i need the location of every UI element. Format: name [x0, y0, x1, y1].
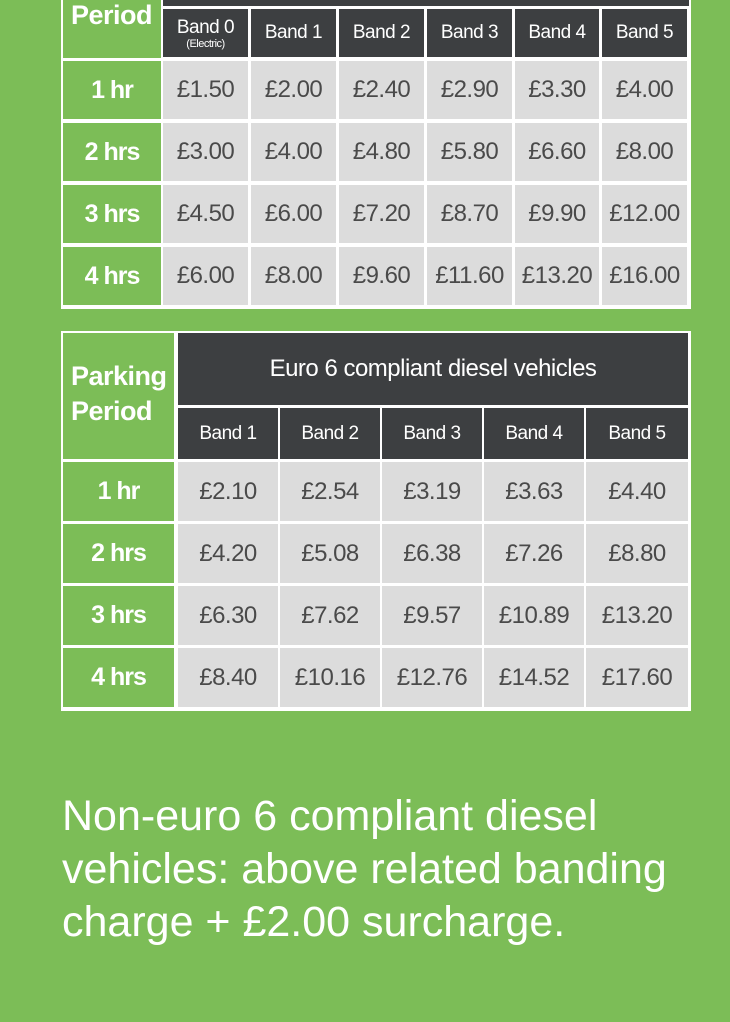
price-cell [163, 185, 248, 243]
price-cell [586, 524, 688, 583]
price-cell-text: £3.63 [505, 477, 563, 505]
row-label-text: 1 hr [91, 75, 133, 104]
price-cell [382, 524, 482, 583]
band-header-4 [515, 9, 599, 57]
price-cell [339, 123, 424, 181]
band-header-4-text: Band 4 [505, 422, 563, 444]
surcharge-note: Non-euro 6 compliant diesel vehicles: above related banding charge + £2.00 surcharge. [62, 792, 667, 946]
euro6-group-title: Euro 6 compliant diesel vehicles [269, 355, 597, 382]
price-cell [178, 586, 278, 645]
price-cell [515, 123, 599, 181]
parking-period-line1: Parking [71, 361, 167, 391]
price-cell [427, 185, 512, 243]
band-header-4 [484, 408, 584, 459]
price-cell [280, 586, 380, 645]
price-cell-text: £8.00 [264, 262, 323, 289]
price-cell-text: £9.60 [352, 262, 411, 289]
price-cell [586, 462, 688, 521]
price-cell-text: £6.00 [176, 262, 235, 289]
row-label-text: 2 hrs [91, 539, 146, 567]
price-cell-text: £3.30 [528, 76, 586, 103]
price-cell-text: £8.80 [608, 539, 666, 567]
price-cell [339, 185, 424, 243]
band-header-5-text: Band 5 [608, 422, 666, 444]
price-cell [178, 524, 278, 583]
band-header-2 [339, 9, 424, 57]
price-cell [178, 648, 278, 707]
price-cell-text: £4.00 [615, 76, 674, 103]
row-label-text: 2 hrs [84, 137, 140, 166]
price-cell-text: £9.57 [403, 601, 461, 629]
row-label-text: 4 hrs [91, 663, 146, 691]
price-cell-text: £8.00 [615, 138, 674, 165]
price-cell-text: £12.00 [609, 200, 680, 227]
row-label [63, 61, 161, 119]
price-cell-text: £6.38 [403, 539, 461, 567]
price-cell-text: £10.89 [498, 601, 570, 629]
period-header [63, 0, 161, 58]
row-label [63, 586, 174, 645]
price-cell-text: £11.60 [435, 262, 504, 289]
price-cell-text: £2.00 [264, 76, 323, 103]
price-cell [163, 247, 248, 305]
price-cell-text: £1.50 [176, 76, 235, 103]
period-header-label: Period [71, 0, 153, 30]
row-label [63, 524, 174, 583]
price-cell [586, 648, 688, 707]
band-header-3 [427, 9, 512, 57]
parking-period-header [63, 333, 174, 459]
price-cell [602, 247, 687, 305]
price-cell-text: £5.08 [301, 539, 359, 567]
price-cell-text: £7.62 [301, 601, 359, 629]
euro6-group-header [178, 333, 688, 405]
price-cell [602, 185, 687, 243]
table1-top-bar [163, 0, 689, 6]
price-cell-text: £10.16 [294, 663, 366, 691]
price-cell [515, 247, 599, 305]
price-cell [163, 123, 248, 181]
row-label-text: 4 hrs [84, 261, 140, 290]
price-cell [515, 185, 599, 243]
price-cell [484, 524, 584, 583]
price-cell-text: £6.30 [199, 601, 257, 629]
band-header-2 [280, 408, 380, 459]
band-header-1 [178, 408, 278, 459]
price-cell-text: £6.00 [264, 200, 323, 227]
price-cell-text: £16.00 [609, 262, 680, 289]
band-header-label: Band 5 [615, 22, 674, 43]
row-label [63, 185, 161, 243]
price-cell [484, 586, 584, 645]
price-cell-text: £4.00 [264, 138, 323, 165]
price-cell [427, 123, 512, 181]
price-cell-text: £3.00 [176, 138, 235, 165]
band-header-5 [602, 9, 687, 57]
price-cell-text: £7.26 [505, 539, 563, 567]
price-cell [339, 61, 424, 119]
price-cell-text: £5.80 [440, 138, 499, 165]
price-cell-text: £7.20 [352, 200, 411, 227]
band-header-label: Band 1 [264, 22, 323, 43]
band-header-label: Band 2 [352, 22, 411, 43]
band-header-label: Band 0 [176, 16, 235, 38]
price-cell-text: £9.90 [528, 200, 586, 227]
price-cell [382, 462, 482, 521]
price-cell [163, 61, 248, 119]
price-cell-text: £2.90 [440, 76, 499, 103]
band-header-1-text: Band 1 [199, 422, 257, 444]
price-cell [484, 462, 584, 521]
price-cell-text: £4.40 [608, 477, 666, 505]
price-cell [178, 462, 278, 521]
price-cell [602, 61, 687, 119]
row-label [63, 247, 161, 305]
price-cell [382, 586, 482, 645]
tariff-table-euro6-diesel [61, 331, 691, 711]
price-cell-text: £2.54 [301, 477, 359, 505]
price-cell-text: £6.60 [528, 138, 586, 165]
price-cell-text: £14.52 [498, 663, 570, 691]
price-cell [515, 61, 599, 119]
price-cell [251, 123, 336, 181]
band-header-label: Band 4 [528, 22, 586, 43]
price-cell [586, 586, 688, 645]
price-cell-text: £3.19 [403, 477, 461, 505]
price-cell [280, 462, 380, 521]
row-label-text: 3 hrs [84, 199, 140, 228]
price-cell [251, 185, 336, 243]
price-cell-text: £4.80 [352, 138, 411, 165]
row-label [63, 462, 174, 521]
price-cell [251, 61, 336, 119]
band-header-sublabel: (Electric) [186, 37, 225, 50]
band-header-2-text: Band 2 [301, 422, 359, 444]
price-cell [427, 247, 512, 305]
row-label [63, 123, 161, 181]
band-header-3 [382, 408, 482, 459]
band-header-3-text: Band 3 [403, 422, 461, 444]
price-cell-text: £13.20 [601, 601, 673, 629]
price-cell-text: £12.76 [396, 663, 468, 691]
price-cell [484, 648, 584, 707]
price-cell [280, 524, 380, 583]
band-header-1 [251, 9, 336, 57]
price-cell-text: £17.60 [601, 663, 673, 691]
row-label-text: 1 hr [97, 477, 140, 505]
band-header-0 [163, 9, 248, 57]
band-header-label: Band 3 [440, 22, 499, 43]
parking-period-line2: Period [71, 396, 153, 426]
price-cell-text: £2.40 [352, 76, 411, 103]
price-cell [382, 648, 482, 707]
band-header-5 [586, 408, 688, 459]
price-cell-text: £4.50 [176, 200, 235, 227]
row-label-text: 3 hrs [91, 601, 146, 629]
tariff-table-petrol [61, 0, 691, 309]
price-cell-text: £8.70 [440, 200, 499, 227]
price-cell [427, 61, 512, 119]
price-cell-text: £2.10 [199, 477, 257, 505]
price-cell-text: £4.20 [199, 539, 257, 567]
price-cell [602, 123, 687, 181]
price-cell-text: £13.20 [521, 262, 593, 289]
price-cell [339, 247, 424, 305]
row-label [63, 648, 174, 707]
price-cell-text: £8.40 [199, 663, 257, 691]
price-cell [280, 648, 380, 707]
price-cell [251, 247, 336, 305]
